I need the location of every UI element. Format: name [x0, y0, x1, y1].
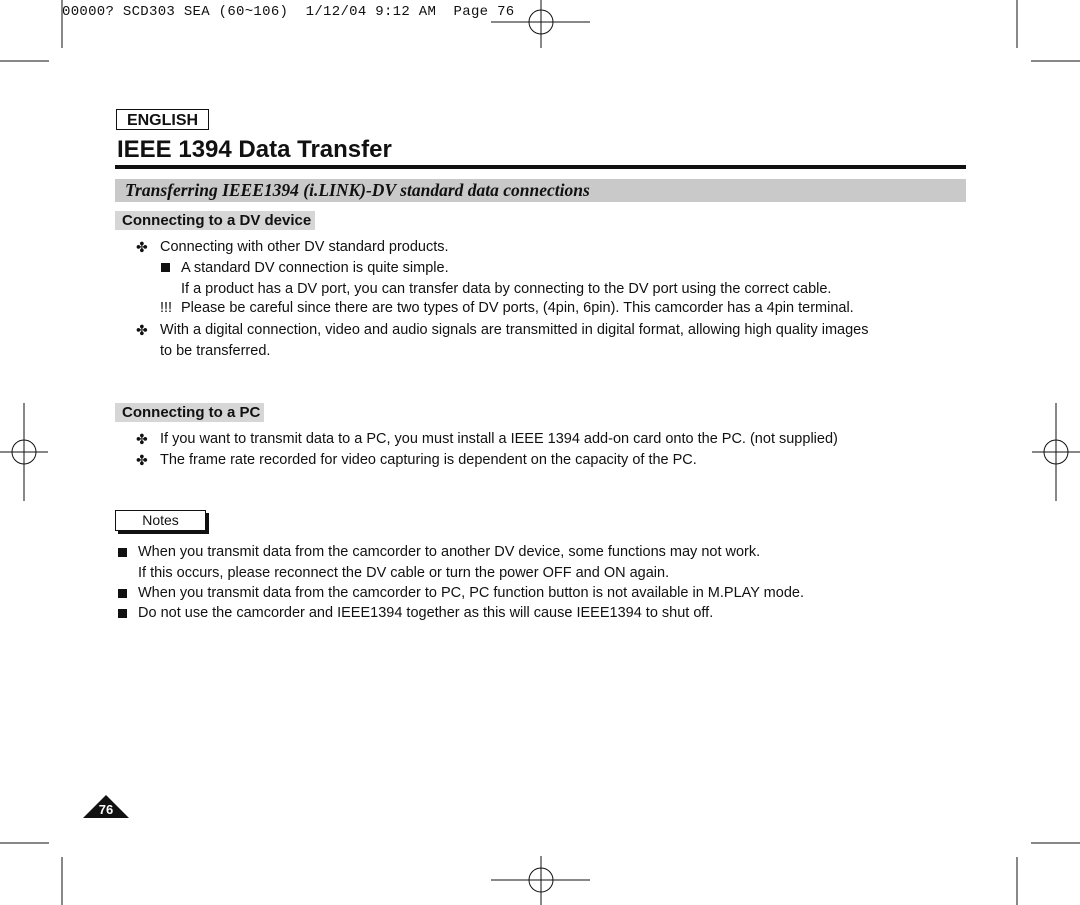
dv-cross-item-2: With a digital connection, video and audio signals are transmitted in digital format, allowing high quality images: [160, 322, 869, 338]
note-item-3: Do not use the camcorder and IEEE1394 together as this will cause IEEE1394 to shut off.: [138, 605, 714, 621]
registration-mark-icon: [1032, 403, 1080, 501]
dv-cross-item-2-continued: to be transferred.: [160, 343, 271, 359]
dv-section-heading: Connecting to a DV device: [115, 211, 315, 230]
dv-bullet-item-1-continued: If a product has a DV port, you can transfer data by connecting to the DV port using the correct cable.: [181, 281, 832, 297]
registration-mark-icon: [491, 856, 590, 905]
note-item-2: When you transmit data from the camcorder to PC, PC function button is not available in M.PLAY mode.: [138, 585, 804, 601]
page-title: IEEE 1394 Data Transfer: [117, 136, 392, 163]
registration-mark-icon: [0, 403, 48, 501]
title-rule: [115, 165, 966, 169]
pc-cross-item-1: If you want to transmit data to a PC, you must install a IEEE 1394 add-on card onto the PC. (not supplied): [160, 431, 838, 447]
cross-bullet-icon: ✤: [136, 239, 148, 255]
page-number: 76: [98, 802, 114, 817]
dv-cross-item-1: Connecting with other DV standard products.: [160, 239, 449, 255]
square-bullet-icon: [118, 609, 127, 618]
note-item-1-continued: If this occurs, please reconnect the DV cable or turn the power OFF and ON again.: [138, 565, 670, 581]
square-bullet-icon: [161, 263, 170, 272]
cross-bullet-icon: ✤: [136, 452, 148, 468]
warning-mark: !!!: [160, 300, 173, 316]
print-slug: 00000? SCD303 SEA (60~106) 1/12/04 9:12 AM Page 76: [62, 4, 515, 20]
cross-bullet-icon: ✤: [136, 431, 148, 447]
note-item-1: When you transmit data from the camcorder to another DV device, some functions may not work.: [138, 544, 761, 560]
cross-bullet-icon: ✤: [136, 322, 148, 338]
dv-warning: Please be careful since there are two types of DV ports, (4pin, 6pin). This camcorder has a 4pin terminal.: [181, 300, 854, 316]
square-bullet-icon: [118, 548, 127, 557]
language-badge: ENGLISH: [116, 109, 209, 130]
notes-label: Notes: [115, 510, 206, 531]
square-bullet-icon: [118, 589, 127, 598]
pc-cross-item-2: The frame rate recorded for video capturing is dependent on the capacity of the PC.: [160, 452, 697, 468]
registration-mark-icon: [491, 0, 590, 48]
section-title-bar: Transferring IEEE1394 (i.LINK)-DV standard data connections: [115, 179, 966, 202]
pc-section-heading: Connecting to a PC: [115, 403, 264, 422]
dv-bullet-item-1: A standard DV connection is quite simple.: [181, 260, 449, 276]
